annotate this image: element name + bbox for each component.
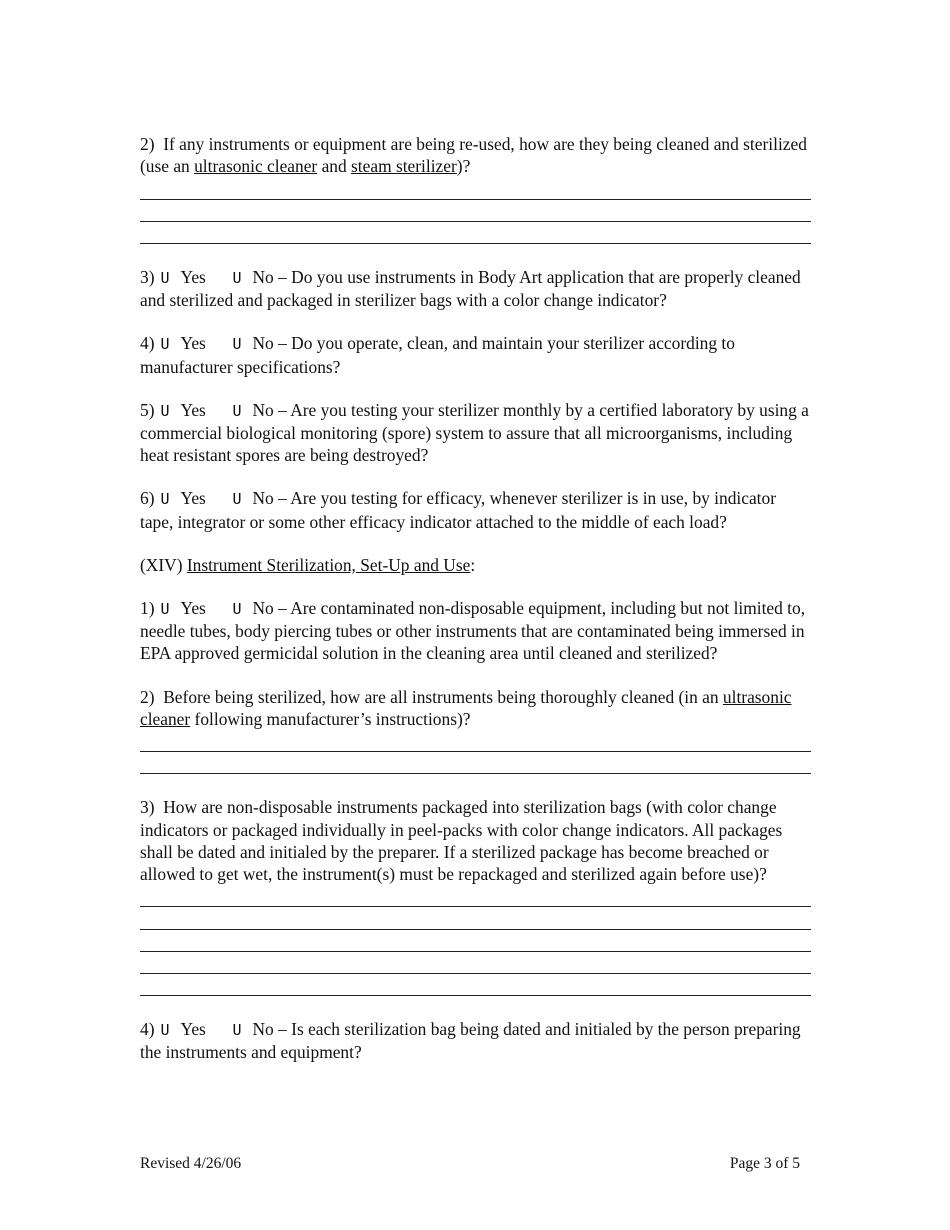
yes-checkbox-icon[interactable]: U [160, 268, 170, 287]
section-header [140, 554, 811, 576]
answer-lines[interactable] [140, 730, 811, 774]
question-3-packaging [140, 266, 811, 311]
question-text: – Do you use instruments in Body Art application that are properly cleaned and sterilized and packaged in sterilizer bags with a color change indicator? [140, 266, 801, 311]
no-checkbox-icon[interactable]: U [232, 1021, 242, 1040]
yes-label: Yes [180, 598, 206, 618]
question-number: 5) [140, 399, 155, 420]
answer-line[interactable] [140, 952, 811, 974]
question-text: – Is each sterilization bag being dated and initialed by the person preparing the instruments and equipment? [140, 1019, 801, 1063]
question-text: How are non-disposable instruments packaged into sterilization bags (with color change indicators or packaged individually in peel-packs with color change indicators. All packages shall be dated and initialed by the preparer. If a sterilized package has become breached or allowed to get wet, the instrument(s) must be repackaged and sterilized again before use)? [140, 797, 783, 884]
question-number: 1) [140, 598, 155, 618]
yes-checkbox-icon[interactable]: U [160, 401, 170, 420]
question-number: 4) [140, 1019, 155, 1040]
yes-checkbox-icon[interactable]: U [160, 335, 170, 354]
ultrasonic-cleaner-term: ultrasonic cleaner [194, 156, 318, 177]
question-text: – Do you operate, clean, and maintain your sterilizer according to manufacturer specifications? [140, 333, 735, 377]
question-number: 2) [140, 686, 155, 707]
no-checkbox-icon[interactable]: U [232, 268, 242, 287]
no-label: No [252, 1019, 274, 1040]
no-checkbox-icon[interactable]: U [232, 600, 242, 618]
question-4-maintenance [140, 332, 811, 377]
question-text-end: following manufacturer’s instructions)? [190, 708, 471, 729]
no-checkbox-icon[interactable]: U [232, 490, 242, 509]
question-6-efficacy [140, 487, 811, 532]
answer-line[interactable] [140, 752, 811, 774]
question-5-spore-testing [140, 399, 811, 467]
question-1-contaminated-equipment [140, 597, 811, 665]
question-text: If any instruments or equipment are being re-used, how are they being cleaned and sterilized (use an [140, 134, 807, 177]
yes-checkbox-icon[interactable]: U [160, 490, 170, 509]
page-number: Page 3 of 5 [729, 1155, 800, 1172]
no-label: No [252, 266, 274, 287]
answer-line[interactable] [140, 222, 811, 244]
section-number: (XIV) [140, 554, 187, 575]
ultrasonic-cleaner-term: ultrasonic cleaner [140, 686, 792, 729]
question-2-cleaning [140, 686, 811, 730]
answer-lines[interactable] [140, 885, 811, 996]
revised-date: Revised 4/26/06 [140, 1155, 242, 1172]
answer-line[interactable] [140, 907, 811, 929]
question-4-dating-bags [140, 1018, 811, 1063]
yes-label: Yes [180, 1019, 206, 1040]
question-text-joiner: and [317, 156, 352, 177]
yes-checkbox-icon[interactable]: U [160, 600, 170, 618]
question-text-end: )? [456, 156, 471, 177]
question-3-sterilization-bags [140, 796, 811, 885]
form-page [140, 133, 811, 1085]
no-checkbox-icon[interactable]: U [232, 335, 242, 354]
steam-sterilizer-term: steam sterilizer [351, 156, 457, 177]
no-label: No [252, 399, 274, 420]
question-text: Before being sterilized, how are all instruments being thoroughly cleaned (in an [163, 686, 723, 707]
yes-checkbox-icon[interactable]: U [160, 1021, 170, 1040]
question-text: – Are contaminated non-disposable equipment, including but not limited to, needle tubes, body piercing tubes or other instruments that are contaminated being immersed in EPA approved germicidal solution in the cleaning area until cleaned and sterilized? [140, 598, 806, 664]
answer-line[interactable] [140, 885, 811, 907]
question-text: – Are you testing for efficacy, whenever sterilizer is in use, by indicator tape, integrator or some other efficacy indicator attached to the middle of each load? [140, 488, 776, 532]
no-label: No [252, 598, 274, 618]
question-number: 4) [140, 333, 155, 354]
answer-lines[interactable] [140, 177, 811, 244]
yes-label: Yes [180, 399, 206, 420]
section-colon: : [470, 554, 476, 575]
no-label: No [252, 333, 274, 354]
question-text: – Are you testing your sterilizer monthly by a certified laboratory by using a commercial biological monitoring (spore) system to assure that all microorganisms, including heat resistant spores are being destroyed? [140, 399, 809, 466]
answer-line[interactable] [140, 930, 811, 952]
question-number: 3) [140, 797, 155, 818]
no-label: No [252, 488, 274, 509]
no-checkbox-icon[interactable]: U [232, 401, 242, 420]
section-title: Instrument Sterilization, Set-Up and Use [186, 554, 471, 575]
question-2-sterilization [140, 133, 811, 177]
yes-label: Yes [180, 488, 206, 509]
answer-line[interactable] [140, 974, 811, 996]
answer-line[interactable] [140, 730, 811, 752]
question-number: 3) [140, 266, 155, 287]
question-number: 6) [140, 488, 155, 509]
yes-label: Yes [180, 266, 206, 287]
answer-line[interactable] [140, 200, 811, 222]
yes-label: Yes [180, 333, 206, 354]
answer-line[interactable] [140, 177, 811, 199]
question-number: 2) [140, 134, 155, 154]
page-footer [140, 1155, 800, 1173]
